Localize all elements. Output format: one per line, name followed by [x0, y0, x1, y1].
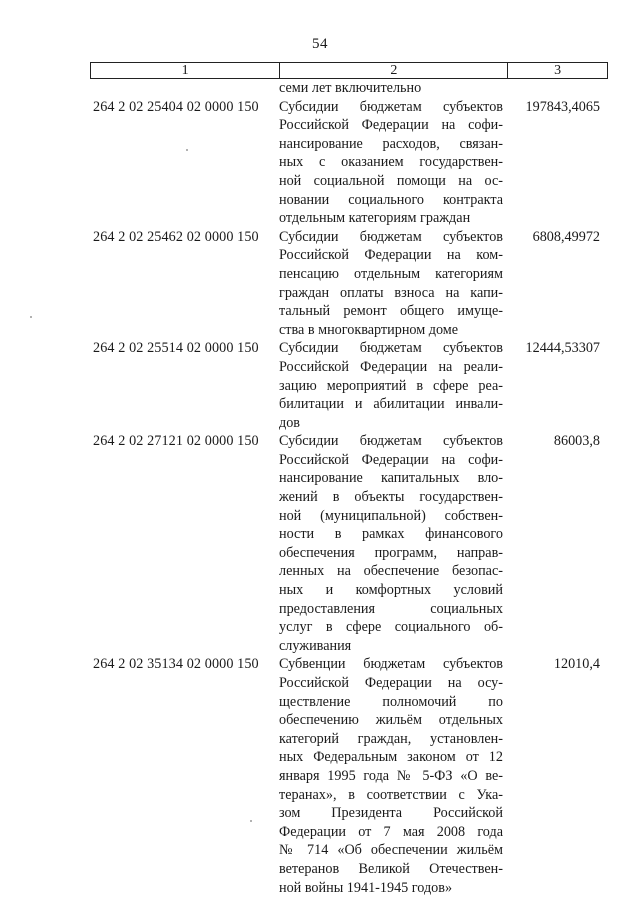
- header-col-3: 3: [554, 63, 562, 78]
- amount: 12010,4: [553, 656, 600, 673]
- budget-code: 264 2 02 35134 02 0000 150: [93, 656, 259, 673]
- budget-code: 264 2 02 25462 02 0000 150: [93, 228, 259, 245]
- table-row: [90, 98, 608, 228]
- description-line: Субсидии бюджетам субъектов: [279, 228, 503, 245]
- description-line: Субсидии бюджетам субъектов: [279, 98, 503, 115]
- description-line: зацию мероприятий в сфере реа-: [279, 377, 503, 394]
- description-line: пенсацию отдельным категориям: [279, 265, 503, 282]
- amount: 197843,4065: [525, 98, 600, 115]
- description-line: ности в рамках финансового: [279, 526, 503, 543]
- description-line: обеспечению жильём отдельных: [279, 712, 503, 729]
- amount: 12444,53307: [525, 340, 600, 357]
- continuation-row: [90, 79, 608, 98]
- description-line: нансирование капитальных вло-: [279, 470, 503, 487]
- description-line: услуг в сфере социального об-: [279, 619, 503, 636]
- description: [279, 228, 507, 340]
- description-line: жений в объекты государствен-: [279, 489, 503, 506]
- header-col-2: 2: [280, 63, 508, 78]
- description-line: служивания: [279, 637, 352, 654]
- description-line: ществление полномочий по: [279, 693, 503, 710]
- scan-speck: [30, 316, 32, 318]
- amount: 86003,8: [553, 433, 600, 450]
- description-line: ветеранов Великой Отечествен-: [279, 860, 503, 877]
- description-line: зом Президента Российской: [279, 805, 503, 822]
- description-line: Федерации от 7 мая 2008 года: [279, 823, 503, 840]
- table-header: [90, 62, 608, 79]
- description-line: Российской Федерации на осу-: [279, 675, 503, 691]
- description-line: Субвенции бюджетам субъектов: [279, 656, 503, 673]
- description-line: № 714 «Об обеспечении жильём: [279, 842, 503, 859]
- description-line: Российской Федерации на ком-: [279, 247, 503, 264]
- table-row: [90, 228, 608, 340]
- description-line: Российской Федерации на софи-: [279, 117, 503, 134]
- table-row: [90, 339, 608, 432]
- description-line: нансирование расходов, связан-: [279, 135, 503, 152]
- table-row: [90, 655, 608, 897]
- description: [279, 432, 507, 655]
- description-line: отдельным категориям граждан: [279, 210, 471, 227]
- description-line: тальный ремонт общего имуще-: [279, 303, 503, 320]
- description-line: ных с оказанием государствен-: [279, 154, 503, 171]
- budget-code: 264 2 02 25514 02 0000 150: [93, 340, 259, 357]
- budget-code: 264 2 02 27121 02 0000 150: [93, 433, 259, 450]
- description-line: января 1995 года № 5-ФЗ «О ве-: [279, 767, 503, 784]
- scan-speck: [250, 820, 252, 822]
- description-line: ных Федеральным законом от 12: [279, 749, 503, 766]
- description: [279, 339, 507, 432]
- description-line: Субсидии бюджетам субъектов: [279, 340, 503, 357]
- description-line: Российской Федерации на софи-: [279, 451, 503, 468]
- header-col-1: 1: [91, 63, 280, 78]
- description: [279, 98, 507, 228]
- table-row: [90, 432, 608, 655]
- description-line: ных и комфортных условий: [279, 582, 503, 599]
- description-line: дов: [279, 414, 301, 431]
- continuation-text: семи лет включительно: [279, 80, 422, 96]
- description-line: теранах», в соответствии с Ука-: [279, 786, 503, 803]
- description-line: Российской Федерации на реали-: [279, 358, 503, 375]
- description-line: обеспечения программ, направ-: [279, 544, 503, 561]
- amount: 6808,49972: [532, 228, 600, 245]
- description-line: билитации и абилитации инвали-: [279, 396, 503, 413]
- description-line: ной войны 1941-1945 годов»: [279, 879, 453, 896]
- scan-speck: [186, 149, 188, 151]
- table-body: [90, 79, 608, 897]
- description-line: ной (муниципальной) собствен-: [279, 507, 503, 524]
- description-line: предоставления социальных: [279, 600, 503, 617]
- budget-code: 264 2 02 25404 02 0000 150: [93, 98, 259, 115]
- description-line: Субсидии бюджетам субъектов: [279, 433, 503, 450]
- description: [279, 655, 507, 897]
- description-line: ства в многоквартирном доме: [279, 321, 459, 338]
- description-line: категорий граждан, установлен-: [279, 730, 503, 747]
- description-line: новании социального контракта: [279, 191, 503, 208]
- description-line: граждан оплаты взноса на капи-: [279, 284, 503, 301]
- description-line: ленных на обеспечение безопас-: [279, 563, 503, 580]
- page-number: 54: [312, 36, 328, 52]
- description-line: ной социальной помощи на ос-: [279, 172, 503, 189]
